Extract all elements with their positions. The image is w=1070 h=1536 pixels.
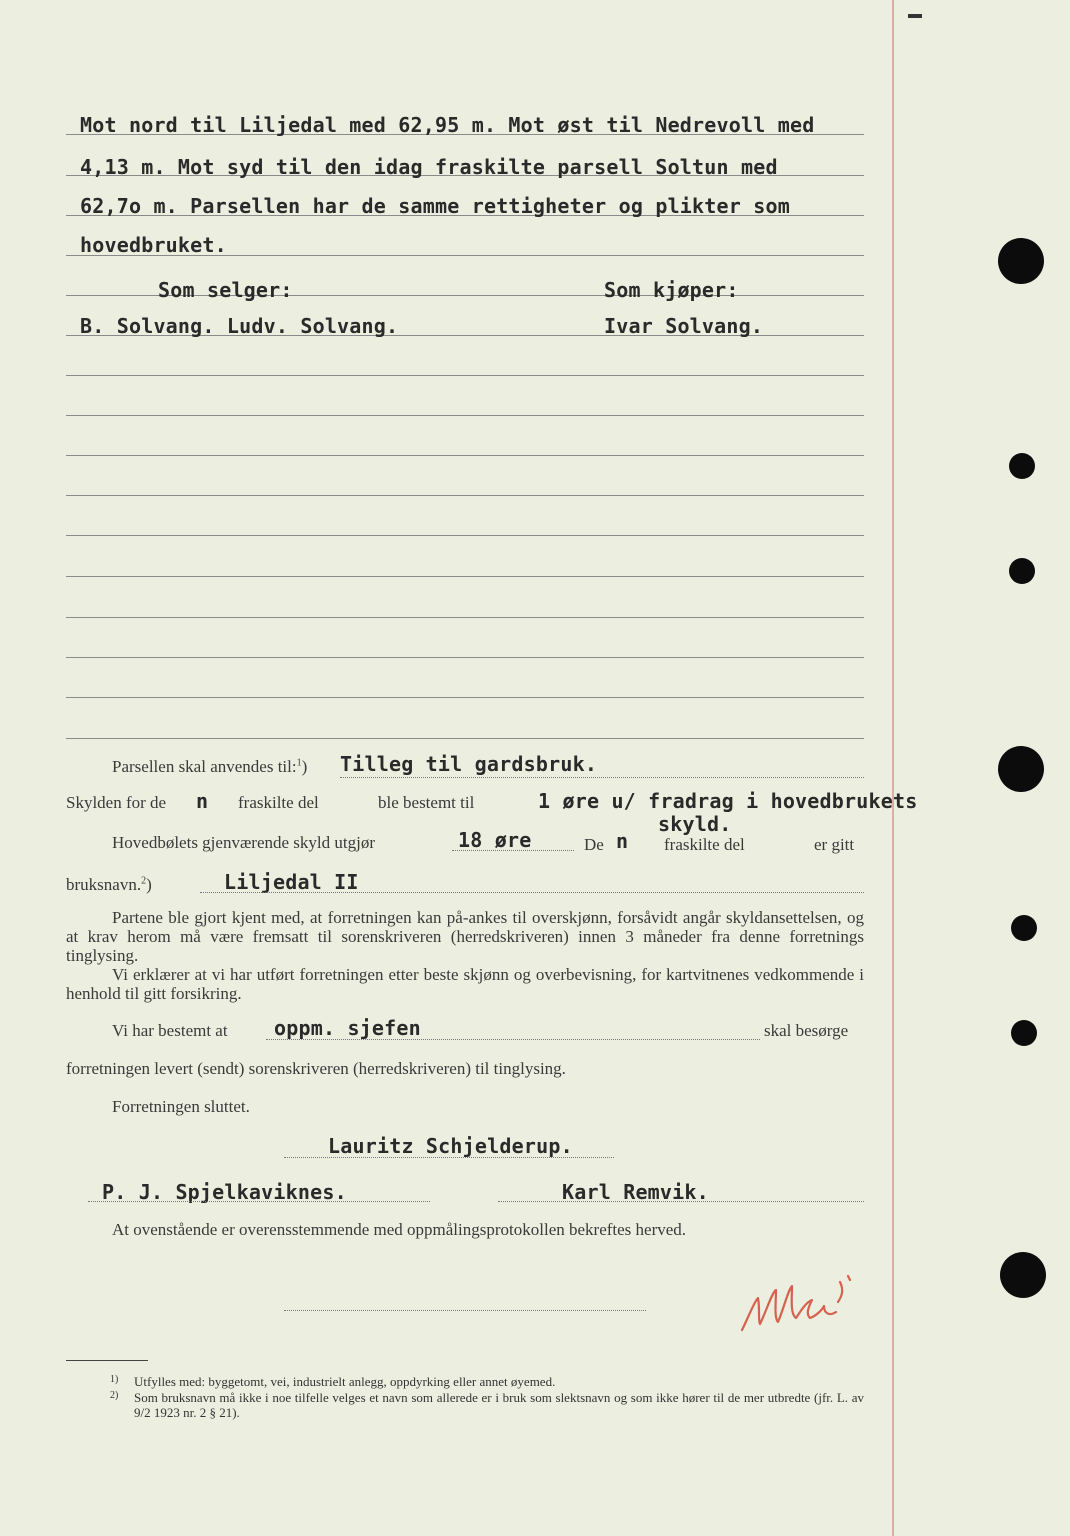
fill-line: [452, 850, 574, 851]
footnote-1: Utfylles med: byggetomt, vei, industrielt anlegg, oppdyrking eller annet øyemed.: [134, 1374, 556, 1389]
handwritten-initials: [736, 1262, 866, 1342]
punch-hole: [998, 746, 1044, 792]
skyld-value-line-2: skyld.: [658, 812, 732, 836]
er-gitt-label: er gitt: [814, 835, 855, 854]
fill-line: [266, 1039, 760, 1040]
skyld-fill-a: n: [196, 789, 209, 813]
description-line-1: Mot nord til Liljedal med 62,95 m. Mot øst til Nedrevoll med: [80, 113, 815, 137]
punch-hole: [1009, 453, 1035, 479]
fill-line: [200, 892, 864, 893]
punch-hole: [1011, 915, 1037, 941]
use-value: Tilleg til gardsbruk.: [340, 752, 598, 776]
remaining-label: Hovedbølets gjenværende skyld utgjør: [112, 833, 375, 852]
punch-hole: [998, 238, 1044, 284]
signature-line: [88, 1201, 430, 1202]
signature-line: [284, 1157, 614, 1158]
description-line-2: 4,13 m. Mot syd til den idag fraskilte parsell Soltun med: [80, 155, 778, 179]
fill-line: [340, 777, 864, 778]
skyld-label-c: ble bestemt til: [378, 793, 475, 812]
punch-hole: [1009, 558, 1035, 584]
signature-left: P. J. Spjelkaviknes.: [102, 1180, 347, 1204]
de-fill: n: [616, 829, 629, 853]
declaration-paragraph: Vi erklærer at vi har utført forretningen etter beste skjønn og overbevisning, for kartvitnenes vedkommende i henhold til gitt forsikring.: [66, 965, 864, 1003]
rule-line: [66, 576, 864, 577]
signature-main: Lauritz Schjelderup.: [328, 1134, 573, 1158]
bestemt-value: oppm. sjefen: [274, 1016, 421, 1040]
sluttet-text: Forretningen sluttet.: [112, 1097, 250, 1116]
remaining-value: 18 øre: [458, 828, 532, 852]
buyer-heading: Som kjøper:: [604, 278, 739, 302]
certification-text: At ovenstående er overensstemmende med oppmålingsprotokollen bekreftes herved.: [112, 1220, 687, 1239]
fraskilte-label: fraskilte del: [664, 835, 745, 854]
besorge-label: skal besørge: [764, 1021, 849, 1040]
appeal-paragraph: Partene ble gjort kjent med, at forretningen kan på-ankes til overskjønn, forsåvidt angår skyldansettelsen, og at krav herom må være fremsatt til sorenskriveren (herredskriveren) innen 3 måneder fra denne forretnings tinglysing.: [66, 908, 864, 965]
bruksnavn-value: Liljedal II: [224, 870, 359, 894]
skyld-label-b: fraskilte del: [238, 793, 319, 812]
seller-names: B. Solvang. Ludv. Solvang.: [80, 314, 399, 338]
margin-line: [892, 0, 894, 1536]
bruksnavn-label: bruksnavn.$^2$): [66, 875, 152, 894]
levert-text: forretningen levert (sendt) sorenskriveren (herredskriveren) til tinglysing.: [66, 1059, 566, 1078]
rule-line: [66, 415, 864, 416]
rule-line: [66, 535, 864, 536]
buyer-names: Ivar Solvang.: [604, 314, 764, 338]
signature-line: [498, 1201, 864, 1202]
footnote-divider: [66, 1360, 148, 1361]
de-label: De: [584, 835, 604, 854]
seller-heading: Som selger:: [158, 278, 293, 302]
signature-line: [284, 1310, 646, 1311]
punch-hole: [1011, 1020, 1037, 1046]
description-line-3: 62,7o m. Parsellen har de samme rettigheter og plikter som: [80, 194, 790, 218]
use-label: Parsellen skal anvendes til:$^1$): [112, 757, 308, 776]
rule-line: [66, 657, 864, 658]
bestemt-label: Vi har bestemt at: [112, 1021, 228, 1040]
rule-line: [66, 455, 864, 456]
skyld-label-a: Skylden for de: [66, 793, 167, 812]
rule-line: [66, 738, 864, 739]
punch-hole: [1000, 1252, 1046, 1298]
corner-mark: [908, 14, 922, 18]
footnote-2-mark: 2): [110, 1390, 119, 1401]
rule-line: [66, 495, 864, 496]
skyld-value-line-1: 1 øre u/ fradrag i hovedbrukets: [538, 789, 918, 813]
rule-line: [66, 697, 864, 698]
footnote-2: Som bruksnavn må ikke i noe tilfelle velges et navn som allerede er i bruk som slektsnavn og som ikke hører til de mer utbredte (jfr. L. av 9/2 1923 nr. 2 § 21).: [134, 1390, 864, 1420]
description-line-4: hovedbruket.: [80, 233, 227, 257]
rule-line: [66, 375, 864, 376]
footnote-1-mark: 1): [110, 1374, 119, 1385]
rule-line: [66, 617, 864, 618]
signature-right: Karl Remvik.: [562, 1180, 709, 1204]
